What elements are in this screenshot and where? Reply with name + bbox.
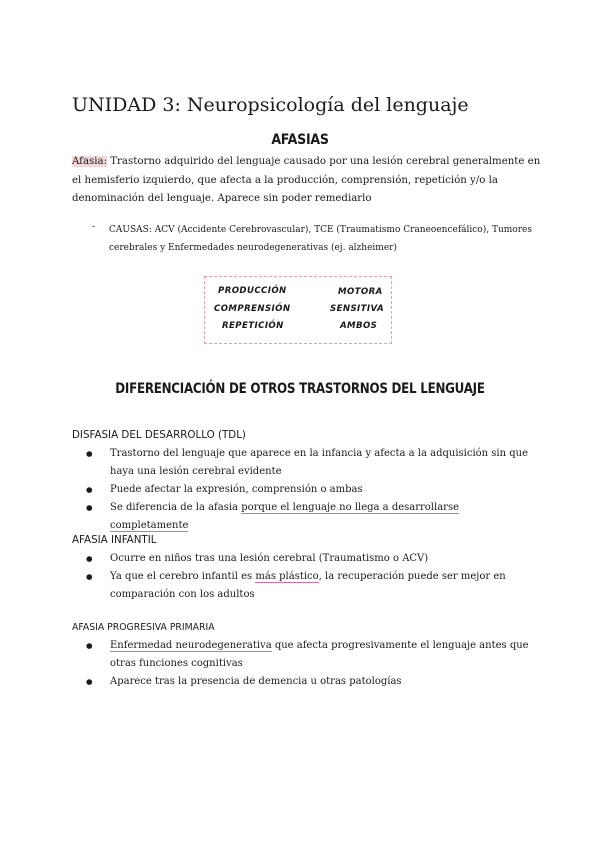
box-sensitiva: SENSITIVA [330,304,385,314]
afasia-definition-text: Trastorno adquirido del lenguaje causado por una lesión cerebral generalmente en el hemisferio izquierdo, que afecta a la producción, comprensión, repetición y/o la denominación del lenguaje. Aparece sin poder remediarlo [72,156,541,204]
causas-text: CAUSAS: ACV (Accidente Cerebrovascular), TCE (Traumatismo Craneoencefálico), Tumores cerebrales y Enfermedades neurodegenerativas (ej. alzheimer) [109,225,532,253]
progresiva-list [86,637,536,691]
box-ambos: AMBOS [340,321,378,331]
disfasia-title: DISFASIA DEL DESARROLLO (TDL) [72,429,246,441]
infantil-title: AFASIA INFANTIL [72,534,157,546]
box-comprension: COMPRENSIÓN [214,304,291,314]
box-produccion: PRODUCCIÓN [218,286,287,296]
underlined-text: más plástico [255,571,319,582]
underlined-text: porque el lenguaje no llega a desarrollarse completamente [110,502,459,531]
box-repeticion: REPETICIÓN [222,321,284,331]
list-item: ● Puede afectar la expresión, comprensión o ambas [86,481,536,499]
causas-dash: - [92,222,96,232]
disfasia-list [86,445,536,535]
afasias-heading: AFASIAS [271,132,329,148]
list-item: ● Enfermedad neurodegenerativa que afecta progresivamente el lenguaje antes que otras funciones cognitivas [86,637,536,673]
progresiva-title: AFASIA PROGRESIVA PRIMARIA [72,622,215,633]
list-item: ● Aparece tras la presencia de demencia u otras patologías [86,673,536,691]
infantil-list [86,550,536,604]
diferenciacion-heading: DIFERENCIACIÓN DE OTROS TRASTORNOS DEL LENGUAJE [115,381,485,397]
underlined-text: Enfermedad neurodegenerativa [110,640,272,651]
list-item: ● Se diferencia de la afasia porque el lenguaje no llega a desarrollarse completamente [86,499,536,535]
list-item: ● Ya que el cerebro infantil es más plástico, la recuperación puede ser mejor en comparación con los adultos [86,568,536,604]
afasia-term: Afasia: [72,156,108,167]
list-item: ● Trastorno del lenguaje que aparece en la infancia y afecta a la adquisición sin que haya una lesión cerebral evidente [86,445,536,481]
afasia-definition [72,153,542,209]
box-motora: MOTORA [338,287,383,297]
page-title: UNIDAD 3: Neuropsicología del lenguaje [72,94,469,116]
list-item: ● Ocurre en niños tras una lesión cerebral (Traumatismo o ACV) [86,550,536,568]
